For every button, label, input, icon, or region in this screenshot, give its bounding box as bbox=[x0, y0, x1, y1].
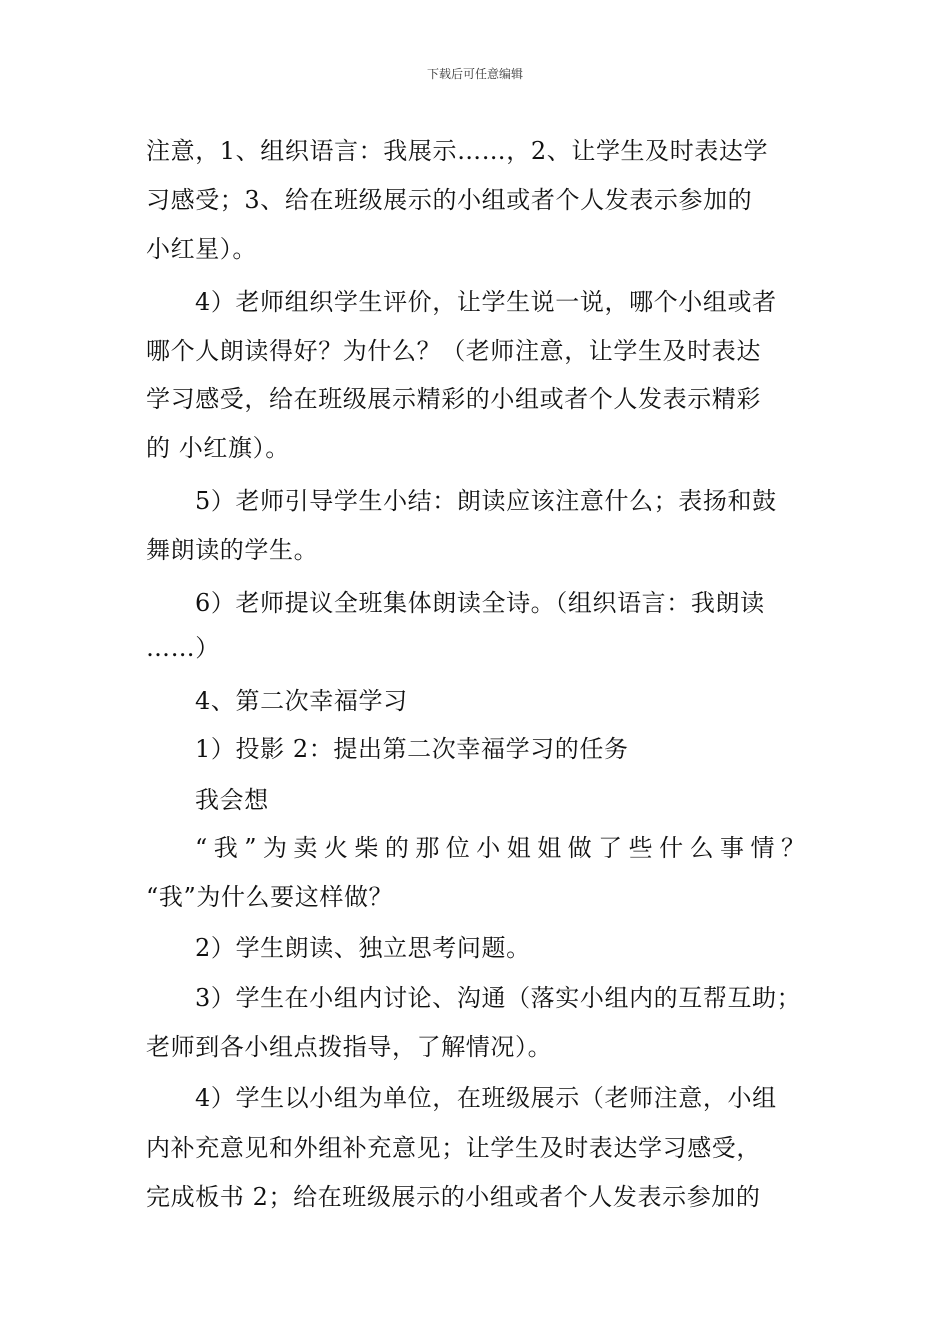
text-line: “我”为什么要这样做？ bbox=[146, 883, 394, 911]
text-line: 完成板书 2；给在班级展示的小组或者个人发表示参加的 bbox=[146, 1183, 761, 1211]
text-line: “我”为卖火柴的那位小姐姐做了些什么事情？ bbox=[195, 834, 807, 862]
text-line: 的 小红旗）。 bbox=[146, 434, 290, 462]
text-line: 舞朗读的学生。 bbox=[146, 536, 319, 564]
text-line: 5）老师引导学生小结：朗读应该注意什么；表扬和鼓 bbox=[195, 487, 777, 515]
text-line: 4）老师组织学生评价，让学生说一说，哪个小组或者 bbox=[195, 288, 777, 316]
text-line: 习感受；3、给在班级展示的小组或者个人发表示参加的 bbox=[146, 186, 753, 214]
text-line: 注意，1、组织语言：我展示……，2、让学生及时表达学 bbox=[146, 137, 769, 165]
section-heading: 4、第二次幸福学习 bbox=[195, 687, 408, 715]
text-line: 哪个人朗读得好？为什么？（老师注意，让学生及时表达 bbox=[146, 337, 761, 365]
text-line: 内补充意见和外组补充意见；让学生及时表达学习感受， bbox=[146, 1134, 761, 1162]
page-header: 下载后可任意编辑 bbox=[426, 67, 523, 81]
text-line: 老师到各小组点拨指导，了解情况）。 bbox=[146, 1033, 553, 1061]
text-line: 小红星）。 bbox=[146, 235, 257, 263]
text-line: 6）老师提议全班集体朗读全诗。（组织语言：我朗读 bbox=[195, 589, 765, 617]
text-line: 4）学生以小组为单位，在班级展示（老师注意，小组 bbox=[195, 1084, 777, 1112]
text-line: 2）学生朗读、独立思考问题。 bbox=[195, 934, 531, 962]
text-line: 1）投影 2：提出第二次幸福学习的任务 bbox=[195, 735, 629, 763]
text-line: 我会想 bbox=[195, 786, 269, 814]
text-line: 学习感受，给在班级展示精彩的小组或者个人发表示精彩 bbox=[146, 385, 761, 413]
text-line: 3）学生在小组内讨论、沟通（落实小组内的互帮互助； bbox=[195, 984, 802, 1012]
text-line: ……） bbox=[146, 634, 220, 662]
